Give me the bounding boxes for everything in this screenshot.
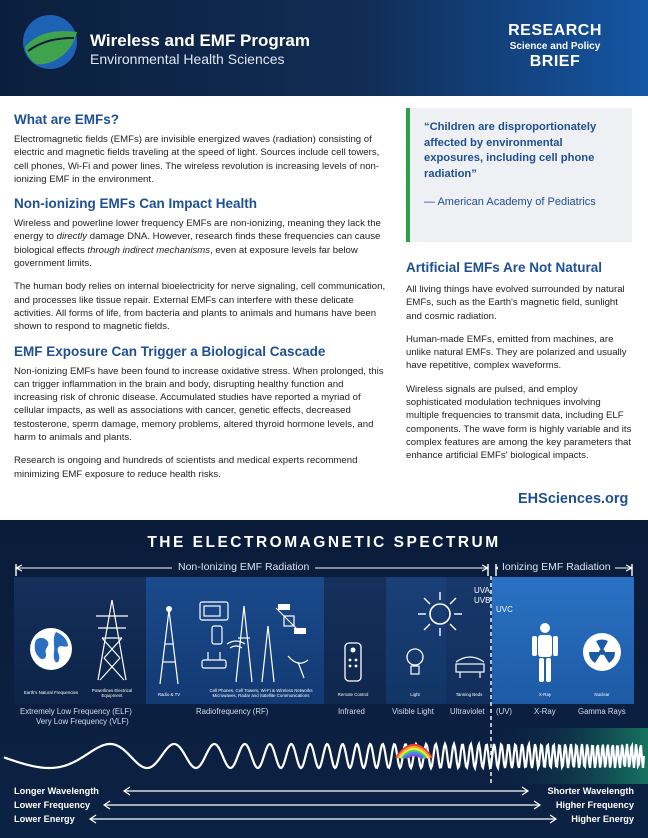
right-column	[406, 108, 632, 473]
category-xray: X-Ray	[534, 707, 556, 716]
text-run: , even at exposure levels far below government limits.	[14, 244, 358, 270]
caption-cell-phones: Cell Phones, Cell Towers, Wi-Fi & Wireless Networks Microwaves, Radar and Satellite Communications	[209, 688, 313, 699]
wavelength-wave	[0, 728, 648, 784]
label-longer-wavelength: Longer Wavelength	[14, 786, 99, 796]
caption-xray: X-Ray	[538, 692, 552, 697]
remote-control-icon	[342, 642, 364, 682]
caption-tanning: Tanning Beds	[455, 692, 483, 697]
quote-text: “Children are disproportionately affected by environmental exposures, including cell phone radiation”	[424, 121, 597, 180]
label-uva: UVA	[474, 586, 490, 595]
wireless-devices-icon	[196, 598, 316, 684]
brief-line-research: RESEARCH	[508, 22, 602, 39]
heading-non-ionizing: Non-ionizing EMFs Can Impact Health	[14, 196, 258, 212]
paragraph-human-made-emfs: Human-made EMFs, emitted from machines, are unlike natural EMFs. They are polarized and usually have repetitive, complex waveforms.	[406, 333, 627, 372]
program-title: Wireless and EMF Program	[90, 31, 310, 50]
paragraph-bioelectricity: The human body relies on internal bioelectricity for nerve signaling, cell communication, and processes like tissue repair. External EMFs can interfere with these delicate activities. All forms of life, from bacteria and plants to animals and humans have been shown to respond to magnetic fields.	[14, 281, 386, 333]
category-infrared: Infrared	[338, 707, 365, 716]
category-vlf: Very Low Frequency (VLF)	[36, 717, 129, 726]
label-higher-frequency: Higher Frequency	[555, 800, 634, 810]
tanning-bed-icon	[454, 652, 486, 680]
leaf-globe-logo-icon	[22, 14, 78, 70]
light-bulb-icon	[404, 646, 426, 680]
text-run-italic: through indirect mechanisms	[87, 244, 211, 256]
caption-radio-tv: Radio & TV	[157, 692, 181, 697]
label-ionizing: Ionizing EMF Radiation	[498, 561, 615, 573]
header-banner	[0, 0, 648, 96]
paragraph-non-ionizing	[14, 217, 386, 270]
band-infrared	[324, 577, 386, 704]
powerline-tower-icon	[92, 598, 132, 682]
xray-skeleton-icon	[530, 622, 560, 684]
radio-tower-icon	[156, 604, 182, 686]
paragraph-research-ongoing: Research is ongoing and hundreds of scientists and medical experts recommend minimizing EMF exposure to reduce health risks.	[14, 455, 358, 480]
paragraph-wireless-signals: Wireless signals are pulsed, and employ sophisticated modulation techniques involving multiple frequencies to transmit data, including ELF components. The wave form is highly variable and its complex features are among the key parameters that enhance artificial EMFs' biological impacts.	[406, 383, 632, 462]
label-lower-frequency: Lower Frequency	[14, 800, 91, 810]
text-run: Wireless and powerline lower frequency EMFs are non-ionizing, meaning they lack the energy to	[14, 218, 381, 243]
heading-biological-cascade: EMF Exposure Can Trigger a Biological Cascade	[14, 343, 326, 359]
paragraph-natural-emfs: All living things have evolved surrounded by natural EMFs, such as the Earth's magnetic field, sunlight and cosmic radiation.	[406, 284, 625, 322]
caption-earth: Earth's Natural Frequencies	[23, 690, 79, 695]
category-elf: Extremely Low Frequency (ELF)	[20, 707, 132, 716]
paragraph-what-are-emfs: Electromagnetic fields (EMFs) are invisible energized waves (radiation) consisting of electric and magnetic fields traveling at the speed of light. Sources include cell towers, cell phones, Wi-Fi and power lines. The wireless revolution is increasing levels of non-ionizing EMF in the environment.	[14, 134, 380, 185]
label-lower-energy: Lower Energy	[14, 814, 75, 824]
program-subtitle: Environmental Health Sciences	[90, 51, 285, 67]
label-shorter-wavelength: Shorter Wavelength	[547, 786, 634, 796]
text-run: damage DNA. However, research finds these frequencies can cause biological effects	[14, 231, 381, 256]
category-visible-light: Visible Light	[392, 707, 434, 716]
heading-artificial-emfs: Artificial EMFs Are Not Natural	[406, 260, 603, 275]
label-uvb: UVB	[474, 596, 491, 605]
category-ultraviolet: Ultraviolet	[450, 707, 485, 716]
category-rf: Radiofrequency (RF)	[196, 707, 269, 716]
caption-powerlines: Powerlines Electrical Equipment	[91, 688, 133, 699]
label-non-ionizing: Non-Ionizing EMF Radiation	[172, 561, 315, 573]
caption-remote: Remote Control	[337, 692, 369, 697]
label-higher-energy: Higher Energy	[571, 814, 634, 824]
brief-line-brief: BRIEF	[529, 53, 581, 70]
caption-nuclear: Nuclear	[594, 692, 610, 697]
spectrum-title: THE ELECTROMAGNETIC SPECTRUM	[147, 534, 501, 551]
pull-quote	[406, 108, 632, 242]
label-uvc: UVC	[496, 605, 513, 614]
caption-light: Light	[410, 692, 420, 697]
brief-line-science-policy: Science and Policy	[509, 41, 601, 52]
sun-icon	[416, 590, 464, 638]
paragraph-oxidative-stress: Non-ionizing EMFs have been found to increase oxidative stress. When prolonged, this can trigger inflammation in the brain and body, disrupting healthy function and increasing risk of chronic disease. Accumulated studies have reported a myriad of cellular impacts, as well as associations with cancer, genetic effects, decreased testosterone, sperm damage, memory problems, altered thyroid hormone levels, and harm to animals and plants.	[14, 365, 384, 444]
category-gamma: Gamma Rays	[578, 707, 626, 716]
research-brief-badge	[490, 22, 620, 71]
heading-what-are-emfs: What are EMFs?	[14, 112, 120, 127]
website-link[interactable]: EHSciences.org	[518, 491, 629, 507]
radiation-hazard-icon	[582, 632, 622, 672]
category-uv-short: (UV)	[496, 707, 513, 716]
text-run-italic: directly	[56, 231, 88, 243]
earth-globe-icon	[28, 626, 74, 672]
left-column	[14, 112, 386, 491]
quote-source: — American Academy of Pediatrics	[424, 196, 596, 208]
